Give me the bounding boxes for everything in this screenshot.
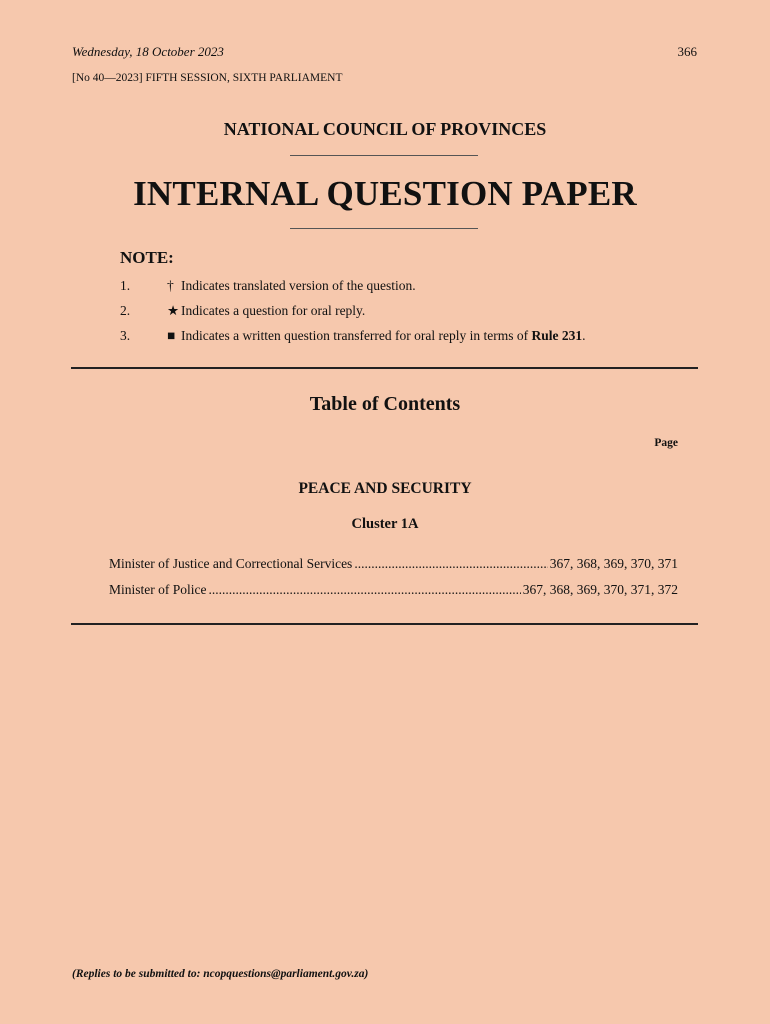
rule-reference: Rule 231 (531, 328, 583, 343)
divider-rule (71, 367, 698, 369)
note-text-wrap (167, 278, 416, 294)
divider-rule (71, 623, 698, 625)
toc-cluster-heading: Cluster 1A (351, 516, 419, 532)
note-text-wrap (167, 328, 586, 344)
divider-rule (290, 155, 478, 156)
note-number: 2. (120, 303, 131, 318)
note-number: 3. (120, 328, 131, 343)
star-icon: ★ (167, 303, 180, 318)
page-title: INTERNAL QUESTION PAPER (133, 174, 637, 213)
toc-entry-pages: 367, 368, 369, 370, 371 (549, 556, 678, 571)
session-line: [No 40—2023] FIFTH SESSION, SIXTH PARLIAMENT (72, 72, 343, 84)
note-number: 1. (120, 278, 131, 293)
toc-leader-dots (209, 582, 521, 598)
dagger-icon: † (167, 278, 174, 293)
toc-section-heading: PEACE AND SECURITY (298, 480, 472, 497)
note-text-wrap (167, 303, 365, 319)
note-suffix: . (582, 328, 586, 343)
toc-entry-pages: 367, 368, 369, 370, 371, 372 (522, 582, 678, 597)
note-text: Indicates translated version of the question. (181, 278, 416, 293)
toc-entry[interactable] (109, 556, 678, 572)
divider-rule (290, 228, 478, 229)
note-text: Indicates a question for oral reply. (181, 303, 366, 318)
footer-note: (Replies to be submitted to: ncopquestions@parliament.gov.za) (72, 968, 369, 980)
council-heading: NATIONAL COUNCIL OF PROVINCES (223, 119, 547, 139)
toc-entry[interactable] (109, 582, 678, 598)
toc-leader-dots (354, 556, 547, 572)
toc-entry-name: Minister of Justice and Correctional Services (109, 556, 353, 571)
square-icon: ■ (167, 328, 176, 343)
header-date: Wednesday, 18 October 2023 (72, 44, 224, 59)
toc-entry-name: Minister of Police (109, 582, 207, 597)
page-number: 366 (677, 44, 697, 59)
toc-title: Table of Contents (309, 393, 461, 415)
note-heading: NOTE: (120, 248, 174, 267)
note-text: Indicates a written question transferred for oral reply in terms of (181, 328, 532, 343)
toc-page-label: Page (654, 437, 678, 449)
